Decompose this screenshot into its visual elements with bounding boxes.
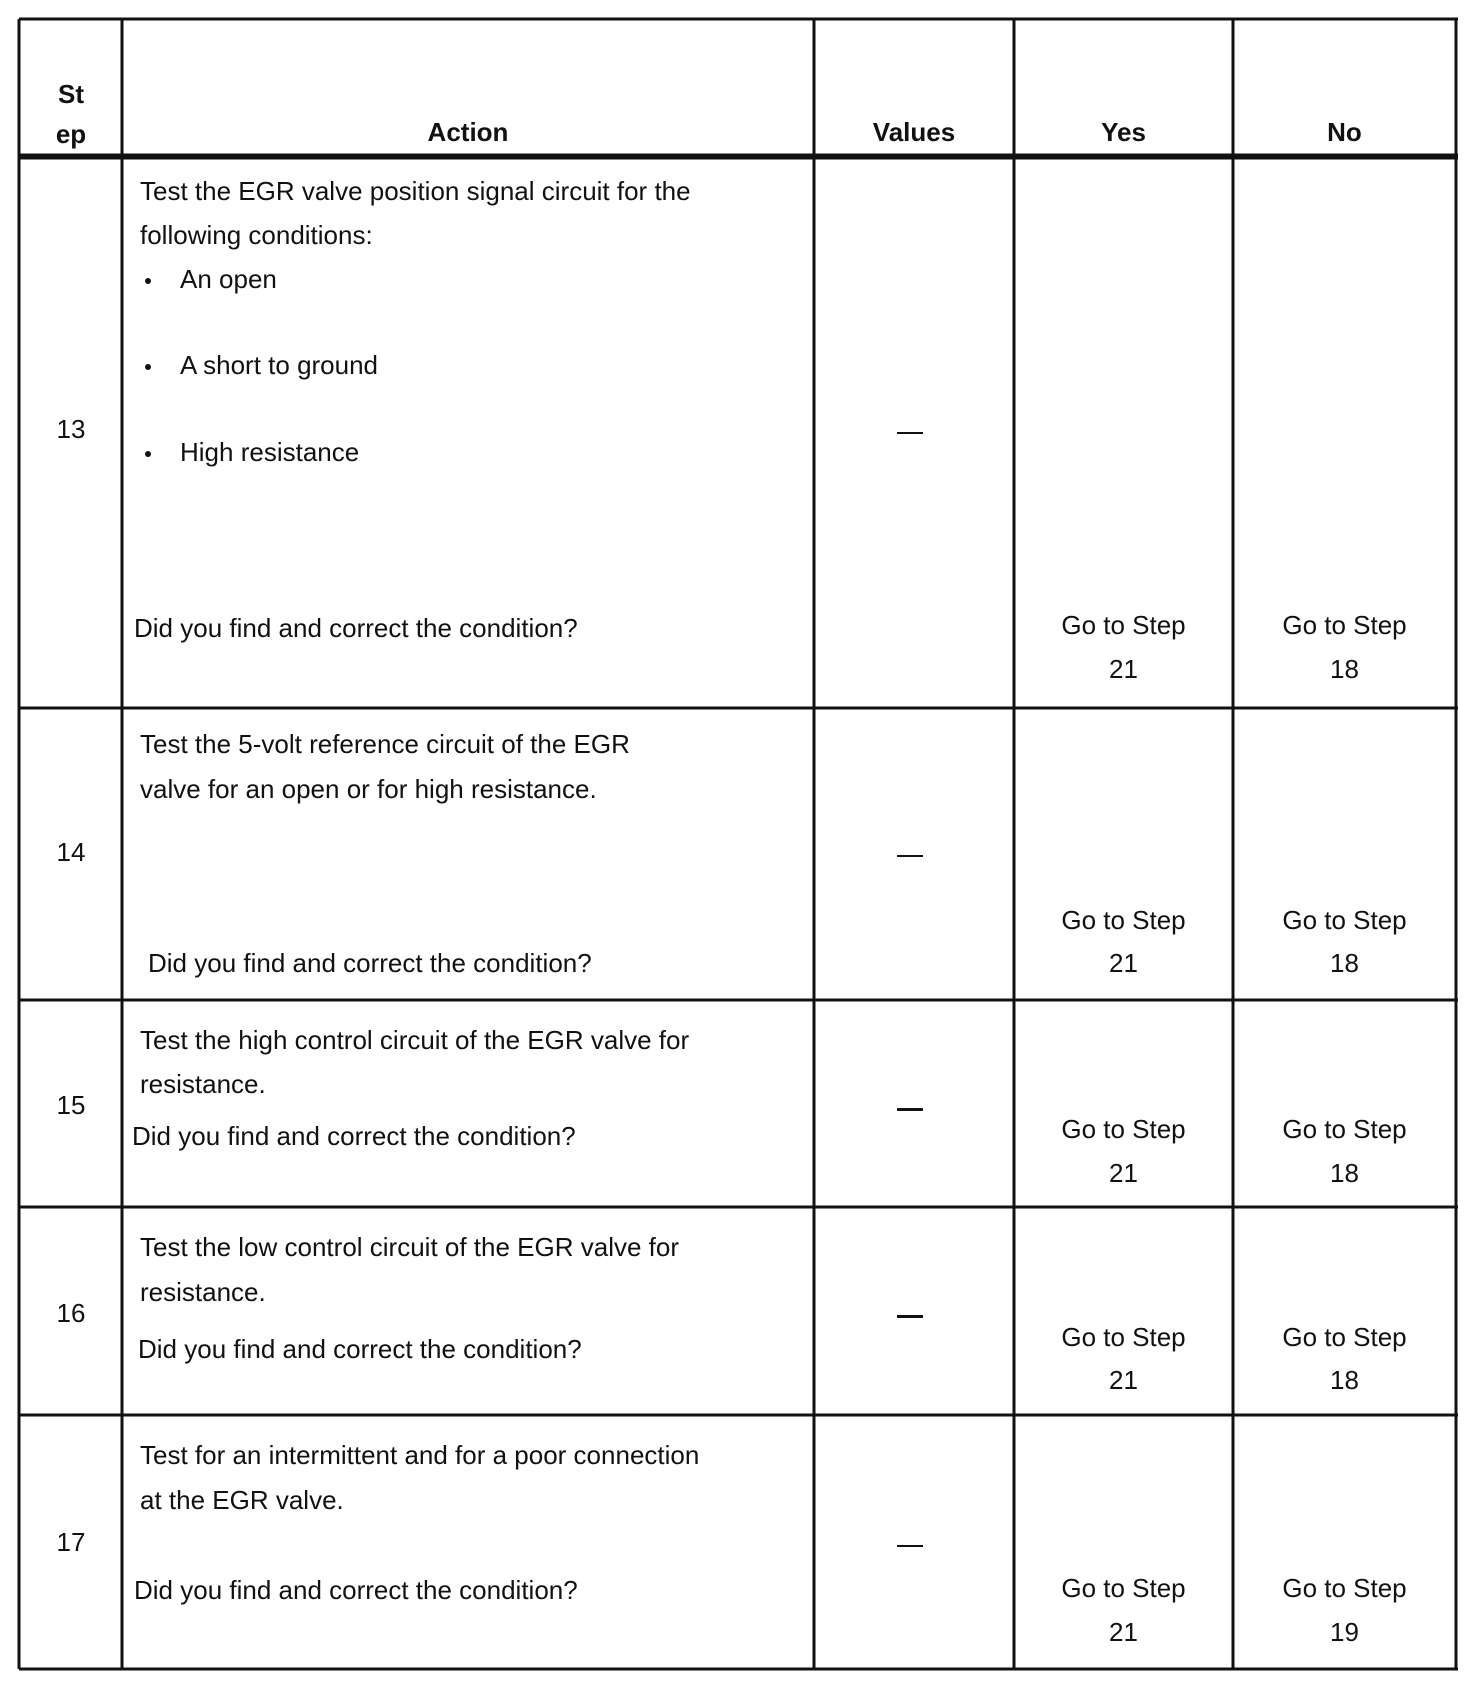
action-question: Did you find and correct the condition? <box>138 1334 582 1364</box>
action-text-line: valve for an open or for high resistance. <box>140 774 597 804</box>
no-goto-line-1: Go to Step <box>1282 610 1407 640</box>
step-number: 15 <box>56 1090 86 1120</box>
step-number: 17 <box>56 1527 86 1557</box>
header-action: Action <box>427 117 509 147</box>
header-step-line-1: St <box>58 79 84 109</box>
action-text-line: Test for an intermittent and for a poor connection <box>140 1440 700 1470</box>
values-dash <box>897 855 923 857</box>
values-dash <box>897 432 923 434</box>
bullet-item: An open <box>180 264 277 294</box>
step-number: 13 <box>56 414 86 444</box>
bullet-icon <box>145 278 151 284</box>
no-goto-line-1: Go to Step <box>1282 1322 1407 1352</box>
bullet-icon <box>145 451 151 457</box>
no-goto-line-2: 18 <box>1330 1365 1359 1395</box>
no-goto-line-2: 18 <box>1330 654 1359 684</box>
yes-goto-line-1: Go to Step <box>1061 1322 1186 1352</box>
yes-goto-line-2: 21 <box>1109 1158 1138 1188</box>
yes-goto-line-1: Go to Step <box>1061 610 1186 640</box>
action-text-line: resistance. <box>140 1069 266 1099</box>
no-goto-line-1: Go to Step <box>1282 905 1407 935</box>
values-dash <box>897 1545 923 1547</box>
step-number: 14 <box>56 837 86 867</box>
action-question: Did you find and correct the condition? <box>148 948 592 978</box>
no-goto-line-2: 18 <box>1330 1158 1359 1188</box>
yes-goto-line-2: 21 <box>1109 1617 1138 1647</box>
yes-goto-line-2: 21 <box>1109 654 1138 684</box>
action-text-line: following conditions: <box>140 220 373 250</box>
action-text-line: Test the low control circuit of the EGR valve for <box>140 1232 679 1262</box>
values-dash <box>897 1315 923 1318</box>
action-question: Did you find and correct the condition? <box>134 613 578 643</box>
yes-goto-line-1: Go to Step <box>1061 1573 1186 1603</box>
no-goto-line-1: Go to Step <box>1282 1573 1407 1603</box>
action-text-line: at the EGR valve. <box>140 1485 344 1515</box>
step-number: 16 <box>56 1298 86 1328</box>
header-no: No <box>1327 117 1362 147</box>
bullet-item: A short to ground <box>180 350 379 380</box>
action-question: Did you find and correct the condition? <box>132 1121 576 1151</box>
bullet-item: High resistance <box>180 437 360 467</box>
header-yes: Yes <box>1101 117 1146 147</box>
action-question: Did you find and correct the condition? <box>134 1575 578 1605</box>
no-goto-line-2: 19 <box>1330 1617 1359 1647</box>
no-goto-line-1: Go to Step <box>1282 1114 1407 1144</box>
action-text-line: resistance. <box>140 1277 266 1307</box>
no-goto-line-2: 18 <box>1330 948 1359 978</box>
values-dash <box>897 1108 923 1111</box>
yes-goto-line-1: Go to Step <box>1061 905 1186 935</box>
yes-goto-line-2: 21 <box>1109 948 1138 978</box>
yes-goto-line-2: 21 <box>1109 1365 1138 1395</box>
bullet-icon <box>145 364 151 370</box>
action-text-line: Test the EGR valve position signal circuit for the <box>140 176 691 206</box>
action-text-line: Test the 5-volt reference circuit of the EGR <box>140 729 630 759</box>
header-values: Values <box>872 117 956 147</box>
action-text-line: Test the high control circuit of the EGR valve for <box>140 1025 690 1055</box>
yes-goto-line-1: Go to Step <box>1061 1114 1186 1144</box>
header-step-line-2: ep <box>55 119 87 149</box>
